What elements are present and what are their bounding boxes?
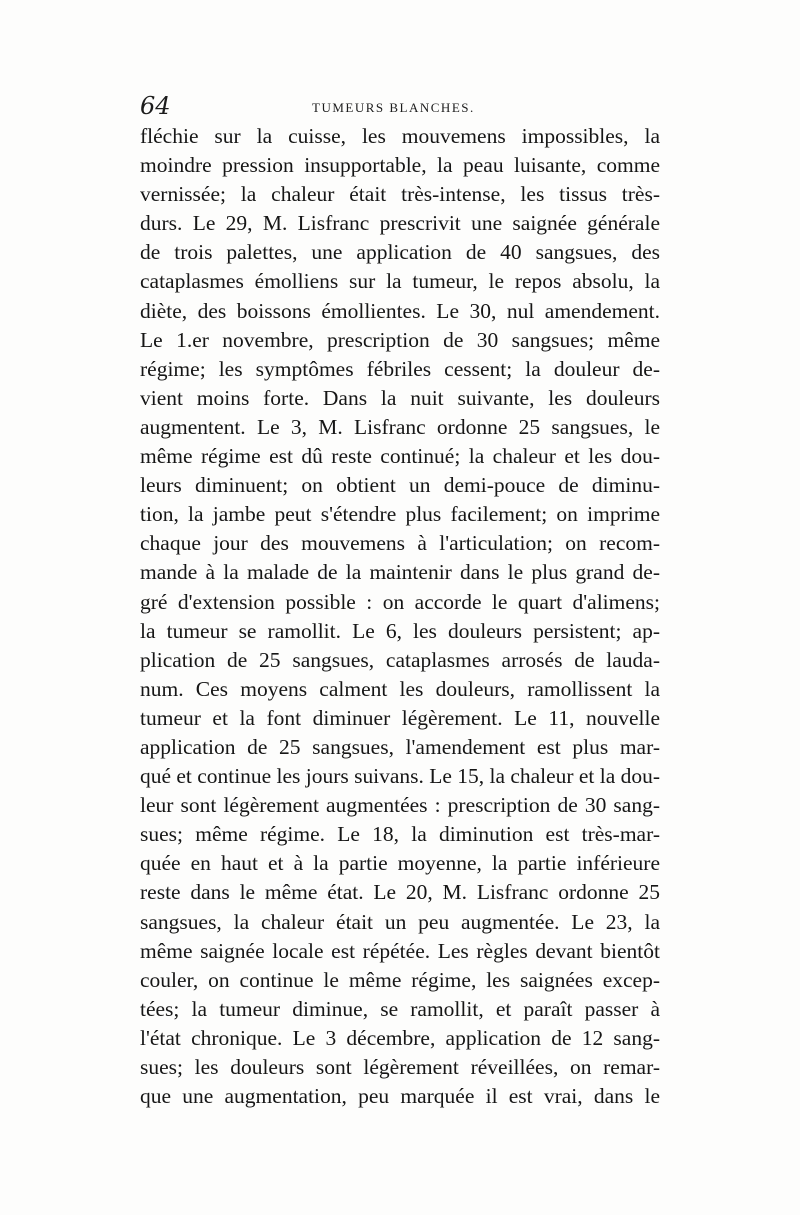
text-line: vernissée; la chaleur était très-intense, les tissus très- (140, 182, 660, 207)
page-number: 64 (140, 92, 171, 120)
text-line: régime; les symptômes fébriles cessent; la douleur de- (140, 356, 660, 381)
text-line: vient moins forte. Dans la nuit suivante, les douleurs (140, 385, 660, 410)
text-line: plication de 25 sangsues, cataplasmes arrosés de lauda- (140, 647, 660, 672)
text-line: de trois palettes, une application de 40 sangsues, des (140, 240, 660, 265)
text-line: sues; les douleurs sont légèrement réveillées, on remar- (140, 1055, 660, 1079)
text-line: leurs diminuent; on obtient un demi-pouce de diminu- (140, 473, 660, 498)
body-text (140, 122, 660, 1111)
text-line: application de 25 sangsues, l'amendement est plus mar- (140, 734, 660, 759)
text-line: augmentent. Le 3, M. Lisfranc ordonne 25 sangsues, le (140, 414, 660, 439)
text-line: tumeur et la font diminuer légèrement. Le 11, nouvelle (140, 705, 660, 730)
text-line: gré d'extension possible : on accorde le quart d'alimens; (140, 589, 660, 614)
running-title: TUMEURS BLANCHES. (312, 100, 475, 115)
text-line: reste dans le même état. Le 20, M. Lisfranc ordonne 25 (140, 880, 660, 905)
text-line: num. Ces moyens calment les douleurs, ramollissent la (140, 676, 660, 701)
text-line: chaque jour des mouvemens à l'articulation; on recom- (140, 531, 660, 556)
text-line: durs. Le 29, M. Lisfranc prescrivit une saignée générale (140, 211, 660, 236)
text-line: couler, on continue le même régime, les saignées excep- (140, 967, 660, 992)
text-line: sues; même régime. Le 18, la diminution est très-mar- (140, 822, 660, 847)
text-line: tées; la tumeur diminue, se ramollit, et paraît passer à (140, 996, 660, 1021)
text-line: fléchie sur la cuisse, les mouvemens impossibles, la (140, 124, 660, 148)
text-line: qué et continue les jours suivans. Le 15, la chaleur et la dou- (140, 764, 661, 789)
text-line: même saignée locale est répétée. Les règles devant bientôt (140, 938, 660, 963)
text-line: sangsues, la chaleur était un peu augmentée. Le 23, la (140, 909, 660, 934)
text-line: mande à la malade de la maintenir dans le plus grand de- (140, 560, 660, 585)
text-line: l'état chronique. Le 3 décembre, application de 12 sang- (140, 1025, 660, 1050)
text-line: diète, des boissons émollientes. Le 30, nul amendement. (140, 298, 660, 323)
text-line: cataplasmes émolliens sur la tumeur, le repos absolu, la (140, 269, 660, 294)
text-line: la tumeur se ramollit. Le 6, les douleurs persistent; ap- (140, 618, 660, 643)
text-line: Le 1.er novembre, prescription de 30 sangsues; même (140, 327, 660, 352)
text-line: leur sont légèrement augmentées : prescription de 30 sang- (140, 793, 660, 818)
text-line: que une augmentation, peu marquée il est vrai, dans le (140, 1084, 660, 1109)
page-header (140, 92, 660, 122)
text-line: tion, la jambe peut s'étendre plus facilement; on imprime (140, 502, 660, 527)
text-line: quée en haut et à la partie moyenne, la partie inférieure (140, 851, 660, 876)
text-line: moindre pression insupportable, la peau luisante, comme (140, 153, 660, 178)
text-line: même régime est dû reste continué; la chaleur et les dou- (140, 444, 660, 469)
